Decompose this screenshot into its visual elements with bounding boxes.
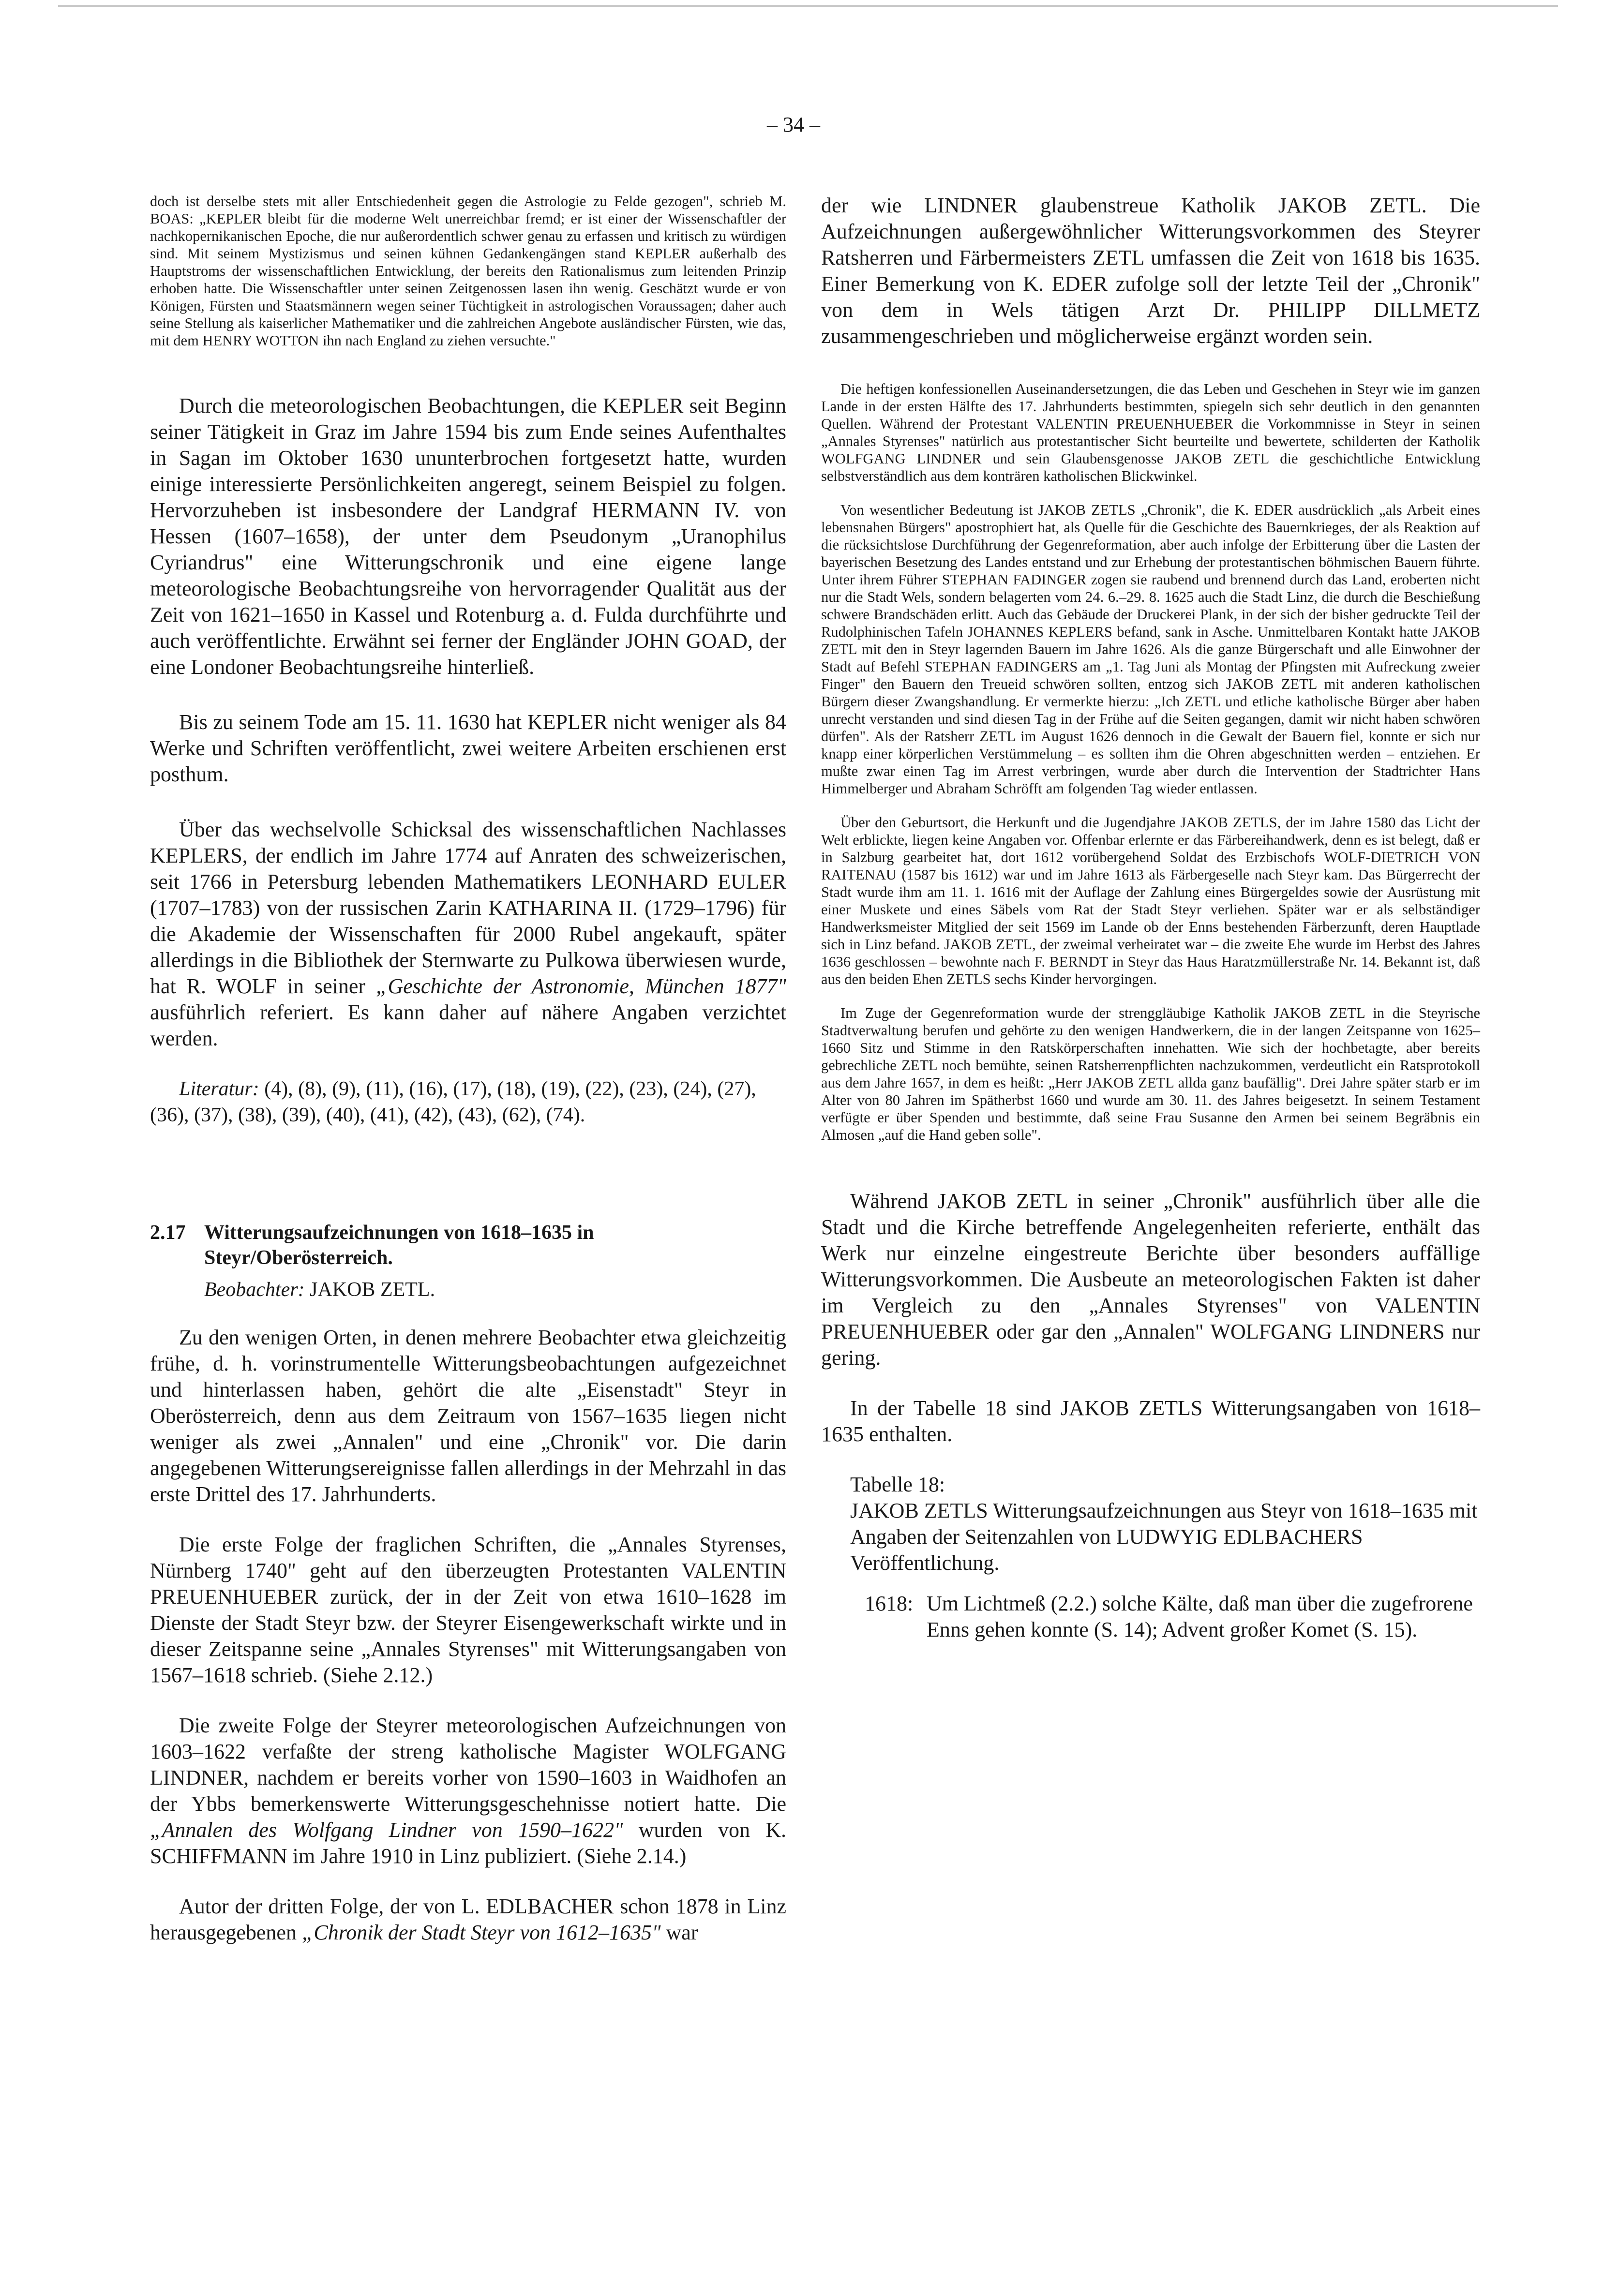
literature-list: (4), (8), (9), (11), (16), (17), (18), (19), (22), (23), (24), (27), (36), (37), (38), (39), (40), (41), (42), (43), (62), (74). bbox=[150, 1078, 756, 1126]
literature-references bbox=[150, 1076, 786, 1128]
kepler-quote-note: doch ist derselbe stets mit aller Entschiedenheit gegen die Astrologie zu Felde gezogen", schrieb M. BOAS: „KEPLER bleibt für die moderne Welt unerreichbar fremd; er ist einer der Wissenschaftler der nachkopernikanischen Epoche, die nur außerordentlich schwer genau zu erfassen und kritisch zu würdigen sind. Mit seinem Mystizismus und seinen kühnen Gedankengängen stand KEPLER außerhalb des Hauptstroms der wissenschaftlichen Entwicklung, der bereits den Rationalismus zum leitenden Prinzip erhoben hatte. Die Wissenschaftler unter seinen Zeitgenossen lasen ihn wenig. Geschätzt wurde er von Königen, Fürsten und Staatsmännern wegen seiner Tüchtigkeit in astrologischen Voraussagen; daher auch seine Stellung als kaiserlicher Mathematiker und die zahlreichen Angebote ausländischer Fürsten, wie das, mit dem HENRY WOTTON ihn nach England zu ziehen versuchte." bbox=[150, 193, 786, 349]
observer-name: JAKOB ZETL. bbox=[304, 1279, 435, 1301]
observer-label: Beobachter: bbox=[204, 1279, 305, 1301]
paragraph-steyr-intro: Zu den wenigen Orten, in denen mehrere Beobachter etwa gleichzeitig frühe, d. h. vorinstrumentelle Witterungsbeobachtungen aufgezeichnet und hinterlassen haben, gehört die alte „Eisenstadt" Steyr in Oberösterreich, denn aus dem Zeitraum von 1567–1635 liegen nicht weniger als zwei „Annalen" und eine „Chronik" vor. Die darin angegebenen Witterungsereignisse fallen allerdings in der Mehrzahl in das erste Drittel des 17. Jahrhunderts. bbox=[150, 1326, 786, 1506]
note-zetl-biography: Über den Geburtsort, die Herkunft und die Jugendjahre JAKOB ZETLS, der im Jahre 1580 das Licht der Welt erblickte, liegen keine Angaben vor. Offenbar erlernte er das Färbereihandwerk, denn es ist belegt, daß er in Salzburg gearbeitet hat, dort 1612 vorübergehend Soldat des Erzbischofs WOLF-DIETRICH VON RAITENAU (1587 bis 1612) war und im Jahre 1613 als Färbergeselle nach Steyr kam. Das Bürgerrecht der Stadt wurde ihm am 11. 1. 1616 mit der Auflage der Zahlung eines Bürgergeldes sowie der Ausrüstung mit einer Muskete und eines Säbels vom Rat der Stadt Steyr verliehen. Später war er als selbständiger Handwerksmeister Mitglied der seit 1569 im Lande ob der Enns bestehenden Färberzunft, deren Hauptlade sich in Linz befand. JAKOB ZETL, der zweimal verheiratet war – die zweite Ehe wurde im Herbst des Jahres 1636 geschlossen – bewohnte nach F. BERNDT in Steyr das Haus Haratzmüllerstraße Nr. 14. Bekannt ist, daß aus den beiden Ehen ZETLS sechs Kinder hervorgingen. bbox=[821, 814, 1480, 987]
literature-label: Literatur: bbox=[179, 1078, 259, 1100]
right-column bbox=[821, 193, 1480, 1643]
top-border-rule bbox=[58, 5, 1558, 7]
table-label: Tabelle 18: bbox=[850, 1473, 945, 1496]
paragraph-second-series bbox=[150, 1713, 786, 1869]
left-column bbox=[150, 193, 786, 1946]
estate-book-title: „Geschichte der Astronomie, München 1877" bbox=[375, 974, 786, 998]
page-number: – 34 – bbox=[767, 113, 820, 136]
lindner-annals-title: „Annalen des Wolfgang Lindner von 1590–1622" bbox=[150, 1818, 623, 1842]
note-zetl-council: Im Zuge der Gegenreformation wurde der strenggläubige Katholik JAKOB ZETL in die Steyrische Stadtverwaltung berufen und gehörte zu den wenigen Handwerkern, die in der langen Zeitspanne von 1625–1660 Sitz und Stimme in den Ratskörperschaften innehatten. Wie sich der hochbetagte, aber bereits gebrechliche ZETL noch bemühte, seinen Ratsherrenpflichten nachzukommen, verdeutlicht ein Ratsprotokoll aus dem Jahre 1657, in dem es heißt: „Herr JAKOB ZETL allda ganz baufällig". Drei Jahre später starb er im Alter von 80 Jahren im Spätherbst 1660 und wurde am 30. 11. des Jahres beigesetzt. In seinem Testament verfügte er über Spenden und bestimmte, daß seine Frau Susanne den Armen bei seinem Begräbnis ein Almosen „auf die Hand geben solle". bbox=[821, 1005, 1480, 1143]
paragraph-first-series: Die erste Folge der fraglichen Schriften, die „Annales Styrenses, Nürnberg 1740" geht auf den überzeugten Protestanten VALENTIN PREUENHUEBER zurück, der in der Zeit von etwa 1610–1628 im Dienste der Stadt Steyr bzw. der Steyrer Eisengewerkschaft wirkte und in dieser Zeitspanne seine „Annales Styrenses" mit Witterungsangaben von 1567–1618 schrieb. (Siehe 2.12.) bbox=[150, 1533, 786, 1687]
paragraph-kepler-estate bbox=[150, 817, 786, 1052]
estate-text-a: Über das wechselvolle Schicksal des wissenschaftlichen Nachlasses KEPLERS, der endlich im Jahre 1774 auf Anraten des schweizerischen, seit 1766 in Petersburg lebenden Mathematikers LEONHARD EULER (1707–1783) von der russischen Zarin KATHARINA II. (1729–1796) für die Akademie der Wissenschaften für 2000 Rubel angekauft, später allerdings in die Bibliothek der Sternwarte zu Pulkowa überwiesen wurde, hat R. WOLF in seiner bbox=[150, 818, 786, 998]
note-confessional-conflicts: Die heftigen konfessionellen Auseinandersetzungen, die das Leben und Geschehen in Steyr wie im ganzen Lande in der ersten Hälfte des 17. Jahrhunderts bestimmten, spiegeln sich sehr deutlich in den genannten Quellen. Während der Protestant VALENTIN PREUENHUEBER die Vorkommnisse in Steyr in seinen „Annales Styrenses" natürlich aus protestantischer Sicht beurteilte und bewertete, schilderten der Katholik WOLFGANG LINDNER und sein Glaubensgenosse JAKOB ZETL die geschichtliche Entwicklung selbstverständlich aus dem konträren katholischen Blickwinkel. bbox=[821, 381, 1480, 484]
section-number: 2.17 bbox=[150, 1222, 186, 1244]
second-series-text-b: wurden von K. SCHIFFMANN im Jahre 1910 in Linz publiziert. (Siehe 2.14.) bbox=[150, 1818, 787, 1868]
table-18-caption-block bbox=[821, 1472, 1480, 1576]
third-series-text-a: Autor der dritten Folge, der von L. EDLBACHER schon 1878 in Linz herausgegebenen bbox=[150, 1894, 786, 1944]
chronicle-title: „Chronik der Stadt Steyr von 1612–1635" bbox=[301, 1921, 661, 1944]
section-title bbox=[150, 1220, 786, 1270]
section-heading bbox=[150, 1220, 786, 1302]
paragraph-kepler-works: Bis zu seinem Tode am 15. 11. 1630 hat KEPLER nicht weniger als 84 Werke und Schriften veröffentlicht, zwei weitere Arbeiten erschienen erst posthum. bbox=[150, 710, 786, 786]
entry-year: 1618: bbox=[865, 1592, 914, 1615]
paragraph-table-reference: In der Tabelle 18 sind JAKOB ZETLS Witterungsangaben von 1618–1635 enthalten. bbox=[821, 1396, 1480, 1446]
table-entry-1618 bbox=[821, 1591, 1480, 1643]
observer-line bbox=[150, 1277, 786, 1302]
section-title-text: Witterungsaufzeichnungen von 1618–1635 in Steyr/Oberösterreich. bbox=[204, 1222, 594, 1269]
note-peasant-war: Von wesentlicher Bedeutung ist JAKOB ZETLS „Chronik", die K. EDER ausdrücklich „als Arbeit eines lebensnahen Bürgers" apostrophiert hat, als Quelle für die Geschichte des Bauernkrieges, der als Reaktion auf die rücksichtslose Durchführung der Gegenreformation, aber auch infolge der Erbitterung über die Lasten der bayerischen Besetzung des Landes entstand und zur Erhebung der protestantischen böhmischen Bauern führte. Unter ihrem Führer STEPHAN FADINGER zogen sie raubend und brennend durch das Land, eroberten nicht nur die Stadt Wels, sondern belagerten vom 24. 6.–29. 8. 1625 auch die Stadt Linz, die durch die Beschießung schwere Brandschäden erlitt. Auch das Gebäude der Druckerei Plank, in der sich der bisher gedruckte Teil der Rudolphinischen Tafeln JOHANNES KEPLERS befand, sank in Asche. Unmittelbaren Kontakt hatte JAKOB ZETL mit den in Steyr lagernden Bauern im Jahre 1626. Als die ganze Bürgerschaft und alle Einwohner der Stadt auf Befehl STEPHAN FADINGERS am „1. Tag Juni als Montag der Pfingsten mit Aufreckung zweier Finger" den Bauern den Treueid schwören sollten, entzog sich JAKOB ZETL mit anderen katholischen Bürgern dieser Zwangshandlung. Er vermerkte hierzu: „Ich ZETL und etliche katholische Bürger aber haben unrecht verstanden und sind diesen Tag in der Frühe auf die Seiten gegangen, damit wir nicht haben schwören dürfen". Als der Ratsherr ZETL im August 1626 dennoch in die Gewalt der Bauern fiel, konnte er sich nur knapp einer körperlichen Verstümmelung – es sollten ihm die Ohren abgeschnitten werden – entziehen. Er mußte zwar einen Tag im Arrest verbringen, wurde aber durch die Intervention der Stadtrichter Hans Himmelberger und Abraham Schröfft am folgenden Tag wieder entlassen. bbox=[821, 502, 1480, 797]
entry-text: Um Lichtmeß (2.2.) solche Kälte, daß man über die zugefrorene Enns gehen konnte (S. 14); Advent großer Komet (S. 15). bbox=[927, 1592, 1473, 1641]
third-series-text-b: war bbox=[660, 1921, 698, 1944]
table-caption: JAKOB ZETLS Witterungsaufzeichnungen aus Steyr von 1618–1635 mit Angaben der Seitenzahlen von LUDWYIG EDLBACHERS Veröffentlichung. bbox=[850, 1499, 1478, 1575]
paragraph-zetl-intro: der wie LINDNER glaubenstreue Katholik JAKOB ZETL. Die Aufzeichnungen außergewöhnlicher Witterungsvorkommen des Steyrer Ratsherren und Färbermeisters ZETL umfassen die Zeit von 1618 bis 1635. Einer Bemerkung von K. EDER zufolge soll der letzte Teil der „Chronik" von dem in Wels tätigen Arzt Dr. PHILIPP DILLMETZ zusammengeschrieben und möglicherweise ergänzt worden sein. bbox=[821, 194, 1480, 348]
paragraph-kepler-followers: Durch die meteorologischen Beobachtungen, die KEPLER seit Beginn seiner Tätigkeit in Graz im Jahre 1594 bis zum Ende seines Aufenthaltes in Sagan im Oktober 1630 ununterbrochen fortgesetzt hatte, wurden einige interessierte Persönlichkeiten angeregt, seinem Beispiel zu folgen. Hervorzuheben ist insbesondere der Landgraf HERMANN IV. von Hessen (1607–1658), der unter dem Pseudonym „Uranophilus Cyriandrus" eine Witterungschronik und eine eigene lange meteorologische Beobachtungsreihe von hervorragender Qualität aus der Zeit von 1621–1650 in Kassel und Rotenburg a. d. Fulda durchführte und auch veröffentlichte. Erwähnt sei ferner der Engländer JOHN GOAD, der eine Londoner Beobachtungsreihe hinterließ. bbox=[150, 394, 786, 679]
second-series-text-a: Die zweite Folge der Steyrer meteorologischen Aufzeichnungen von 1603–1622 verfaßte der streng katholische Magister WOLFGANG LINDNER, nachdem er bereits vorher von 1590–1603 in Waidhofen an der Ybbs bemerkenswerte Witterungsgeschehnisse notiert hatte. Die bbox=[150, 1714, 786, 1816]
estate-text-b: ausführlich referiert. Es kann daher auf nähere Angaben verzichtet werden. bbox=[150, 1000, 786, 1050]
paragraph-chronicle-content: Während JAKOB ZETL in seiner „Chronik" ausführlich über alle die Stadt und die Kirche betreffende Angelegenheiten referierte, enthält das Werk nur einzelne eingestreute Berichte über besonders auffällige Witterungsvorkommen. Die Ausbeute an meteorologischen Fakten ist daher im Vergleich zu den „Annales Styrenses" von VALENTIN PREUENHUEBER oder gar den „Annalen" WOLFGANG LINDNERS nur gering. bbox=[821, 1189, 1480, 1370]
paragraph-third-series bbox=[150, 1893, 786, 1946]
